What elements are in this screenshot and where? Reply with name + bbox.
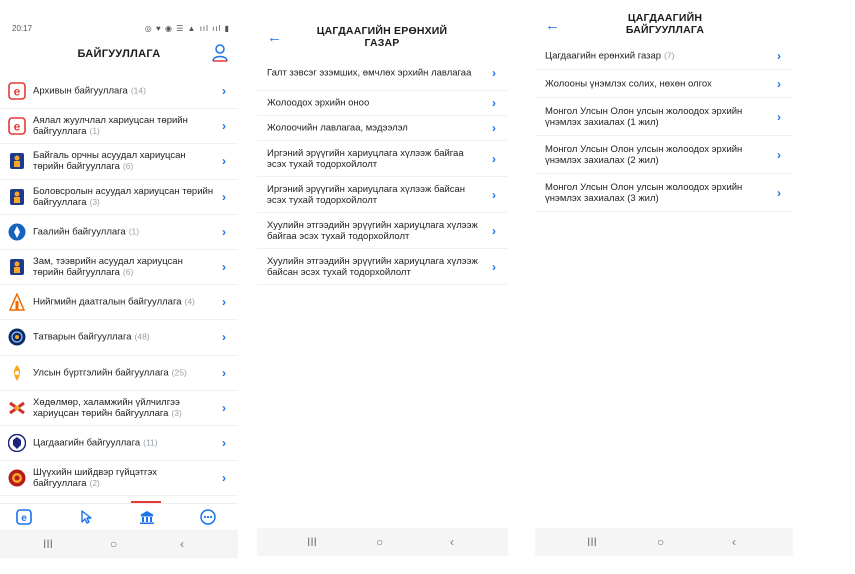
organization-name: Байгаль орчны асуудал хариуцсан төрийн байгууллага bbox=[33, 150, 186, 173]
organization-item[interactable] bbox=[0, 320, 238, 355]
back-arrow-icon[interactable]: ← bbox=[267, 29, 282, 46]
system-back-button[interactable]: ‹ bbox=[732, 535, 736, 549]
chevron-right-icon: › bbox=[492, 187, 496, 202]
system-nav-bar bbox=[535, 528, 793, 556]
police-organization-screen bbox=[535, 0, 793, 560]
system-back-button[interactable]: ‹ bbox=[450, 535, 454, 549]
organization-logo-icon bbox=[8, 82, 26, 100]
organization-label bbox=[33, 367, 216, 378]
back-arrow-icon[interactable]: ← bbox=[545, 17, 560, 34]
chevron-right-icon: › bbox=[492, 65, 496, 80]
home-button[interactable]: ○ bbox=[376, 535, 384, 549]
service-name: Монгол Улсын Олон улсын жолоодох эрхийн үнэмлэх захиалах (2 жил) bbox=[545, 143, 743, 166]
service-count: (1) bbox=[89, 126, 100, 137]
organization-item[interactable] bbox=[0, 356, 238, 391]
organization-item[interactable] bbox=[0, 461, 238, 496]
page-title: БАЙГУУЛЛАГА bbox=[77, 48, 161, 60]
pointer-icon[interactable] bbox=[78, 509, 94, 525]
chevron-right-icon: › bbox=[492, 259, 496, 274]
building-icon[interactable] bbox=[139, 509, 155, 525]
chevron-right-icon: › bbox=[777, 109, 781, 124]
chevron-right-icon: › bbox=[222, 154, 226, 169]
organization-label bbox=[33, 256, 216, 278]
chevron-right-icon: › bbox=[492, 96, 496, 110]
organization-list bbox=[0, 74, 238, 531]
organization-label bbox=[33, 86, 216, 97]
service-count: (1) bbox=[128, 226, 140, 237]
svg-text:e: e bbox=[13, 119, 21, 134]
organization-logo-icon bbox=[8, 258, 26, 276]
organization-name: Цагдаагийн байгууллага bbox=[33, 437, 141, 449]
chevron-right-icon: › bbox=[492, 151, 496, 166]
organization-logo-icon bbox=[8, 293, 26, 311]
service-label bbox=[545, 106, 769, 128]
service-count: (4) bbox=[184, 296, 195, 307]
organization-name: Шүүхийн шийдвэр гүйцэтгэх байгууллага bbox=[33, 467, 157, 490]
organization-logo-icon bbox=[8, 328, 26, 346]
chevron-right-icon: › bbox=[222, 224, 226, 239]
organization-name: Хөдөлмөр, халамжийн үйлчилгээ хариуцсан төрийн байгууллага bbox=[33, 396, 180, 419]
service-name: Цагдаагийн ерөнхий газар bbox=[545, 50, 662, 61]
organizations-screen bbox=[0, 0, 238, 560]
service-count: (6) bbox=[122, 267, 134, 278]
organization-logo-icon bbox=[8, 223, 26, 241]
more-icon[interactable] bbox=[200, 509, 216, 525]
system-nav-bar bbox=[0, 530, 238, 558]
organization-name: Улсын бүртгэлийн байгууллага bbox=[33, 367, 169, 379]
chevron-right-icon: › bbox=[222, 119, 226, 134]
service-item[interactable] bbox=[535, 70, 793, 98]
service-item[interactable] bbox=[257, 91, 508, 116]
service-count: (11) bbox=[143, 437, 158, 448]
bottom-navigation bbox=[0, 503, 238, 530]
service-count: (6) bbox=[122, 161, 134, 172]
organization-label bbox=[33, 226, 216, 237]
organization-name: Татварын байгууллага bbox=[33, 331, 132, 343]
organization-label bbox=[33, 397, 216, 419]
service-count: (48) bbox=[134, 331, 150, 342]
recents-button[interactable]: III bbox=[307, 535, 318, 549]
organization-item[interactable] bbox=[0, 285, 238, 320]
service-item[interactable] bbox=[257, 116, 508, 141]
police-general-department-screen bbox=[257, 0, 508, 560]
chevron-right-icon: › bbox=[492, 223, 496, 238]
service-name: Жолооны үнэмлэх солих, нөхөн олгох bbox=[545, 78, 712, 89]
service-label: Хуулийн этгээдийн эрүүгийн хариуцлага хүлээж байгаа эсэх тухай тодорхойлолт bbox=[267, 219, 478, 242]
svg-text:e: e bbox=[13, 84, 21, 99]
service-item[interactable] bbox=[535, 174, 793, 212]
organization-name: Гаалийн байгууллага bbox=[33, 226, 126, 238]
service-label: Галт зэвсэг эзэмших, өмчлөх эрхийн лавлагаа bbox=[267, 67, 472, 78]
service-label: Жолоочийн лавлагаа, мэдээлэл bbox=[267, 122, 408, 134]
service-list bbox=[535, 42, 793, 212]
service-name: Монгол Улсын Олон улсын жолоодох эрхийн үнэмлэх захиалах (3 жил) bbox=[545, 181, 743, 204]
service-item[interactable] bbox=[535, 42, 793, 70]
chevron-right-icon: › bbox=[777, 185, 781, 200]
service-label bbox=[545, 50, 769, 61]
service-count: (14) bbox=[130, 85, 146, 96]
service-label: Иргэний эрүүгийн хариуцлага хүлээж байсан эсэх тухай тодорхойлолт bbox=[267, 183, 466, 206]
organization-item[interactable] bbox=[0, 109, 238, 144]
service-item[interactable] bbox=[257, 213, 508, 249]
page-title: ЦАГДААГИЙН ЕРӨНХИЙ ГАЗАР bbox=[316, 25, 448, 49]
service-item[interactable] bbox=[535, 136, 793, 174]
system-back-button[interactable]: ‹ bbox=[180, 537, 184, 551]
service-list bbox=[257, 55, 508, 285]
organization-name: Нийгмийн даатгалын байгууллага bbox=[33, 296, 182, 308]
service-item[interactable] bbox=[535, 98, 793, 136]
page-title: ЦАГДААГИЙН БАЙГУУЛЛАГА bbox=[625, 12, 705, 36]
organization-label bbox=[33, 115, 216, 137]
chevron-right-icon: › bbox=[777, 76, 781, 91]
organization-item[interactable] bbox=[0, 391, 238, 426]
organization-label bbox=[33, 150, 216, 172]
organization-name: Зам, тээврийн асуудал хариуцсан төрийн байгууллага bbox=[33, 256, 183, 279]
e-service-icon[interactable] bbox=[16, 509, 32, 525]
organization-item[interactable] bbox=[0, 180, 238, 215]
organization-logo-icon bbox=[8, 399, 26, 417]
user-icon[interactable] bbox=[212, 44, 228, 62]
recents-button[interactable]: III bbox=[43, 537, 54, 551]
service-label: Хуулийн этгээдийн эрүүгийн хариуцлага хүлээж байсан эсэх тухай тодорхойлолт bbox=[267, 255, 478, 278]
service-label: Иргэний эрүүгийн хариуцлага хүлээж байгаа эсэх тухай тодорхойлолт bbox=[267, 147, 464, 170]
service-label: Жолоодох эрхийн оноо bbox=[267, 97, 370, 109]
organization-label bbox=[33, 437, 216, 448]
status-time: 20:17 bbox=[12, 24, 33, 33]
service-label bbox=[545, 144, 769, 166]
service-item[interactable] bbox=[257, 141, 508, 177]
organization-logo-icon bbox=[8, 469, 26, 487]
organization-label bbox=[33, 186, 216, 208]
home-button[interactable]: ○ bbox=[657, 535, 665, 549]
system-nav-bar bbox=[257, 528, 508, 556]
service-item[interactable] bbox=[257, 55, 508, 91]
organization-label bbox=[33, 332, 216, 343]
organization-name: Боловсролын асуудал хариуцсан төрийн байгууллага bbox=[33, 185, 214, 208]
chevron-right-icon: › bbox=[222, 260, 226, 275]
service-count: (3) bbox=[171, 407, 182, 418]
organization-label bbox=[33, 467, 216, 489]
service-label bbox=[545, 78, 769, 89]
chevron-right-icon: › bbox=[222, 471, 226, 486]
chevron-right-icon: › bbox=[222, 365, 226, 380]
chevron-right-icon: › bbox=[222, 330, 226, 345]
service-count: (3) bbox=[89, 196, 100, 207]
home-button[interactable]: ○ bbox=[110, 537, 118, 551]
svg-text:e: e bbox=[21, 513, 27, 524]
chevron-right-icon: › bbox=[777, 147, 781, 162]
chevron-right-icon: › bbox=[492, 121, 496, 135]
service-count: (25) bbox=[171, 367, 187, 378]
status-bar bbox=[12, 24, 230, 38]
organization-item[interactable] bbox=[0, 215, 238, 250]
chevron-right-icon: › bbox=[222, 189, 226, 204]
service-label bbox=[545, 182, 769, 204]
organization-logo-icon bbox=[8, 364, 26, 382]
service-item[interactable] bbox=[257, 177, 508, 213]
organization-item[interactable] bbox=[0, 250, 238, 285]
chevron-right-icon: › bbox=[777, 48, 781, 63]
recents-button[interactable]: III bbox=[587, 535, 598, 549]
service-count: (2) bbox=[89, 478, 100, 489]
chevron-right-icon: › bbox=[222, 400, 226, 415]
organization-name: Архивын байгууллага bbox=[33, 85, 128, 97]
organization-logo-icon bbox=[8, 117, 26, 135]
chevron-right-icon: › bbox=[222, 435, 226, 450]
organization-item[interactable] bbox=[0, 144, 238, 179]
service-name: Монгол Улсын Олон улсын жолоодох эрхийн үнэмлэх захиалах (1 жил) bbox=[545, 105, 743, 128]
status-icons: ◎ ♥ ◉ ☰ ▲ ııl ııl ▮ bbox=[144, 24, 230, 33]
organization-logo-icon bbox=[8, 188, 26, 206]
organization-name: Аялал жуулчлал хариуцсан төрийн байгууллага bbox=[33, 115, 188, 138]
service-item[interactable] bbox=[257, 249, 508, 285]
organization-logo-icon bbox=[8, 434, 26, 452]
service-count: (7) bbox=[664, 50, 675, 60]
chevron-right-icon: › bbox=[222, 295, 226, 310]
organization-label bbox=[33, 297, 216, 308]
chevron-right-icon: › bbox=[222, 84, 226, 99]
organization-item[interactable] bbox=[0, 426, 238, 461]
organization-item[interactable] bbox=[0, 74, 238, 109]
organization-logo-icon bbox=[8, 152, 26, 170]
